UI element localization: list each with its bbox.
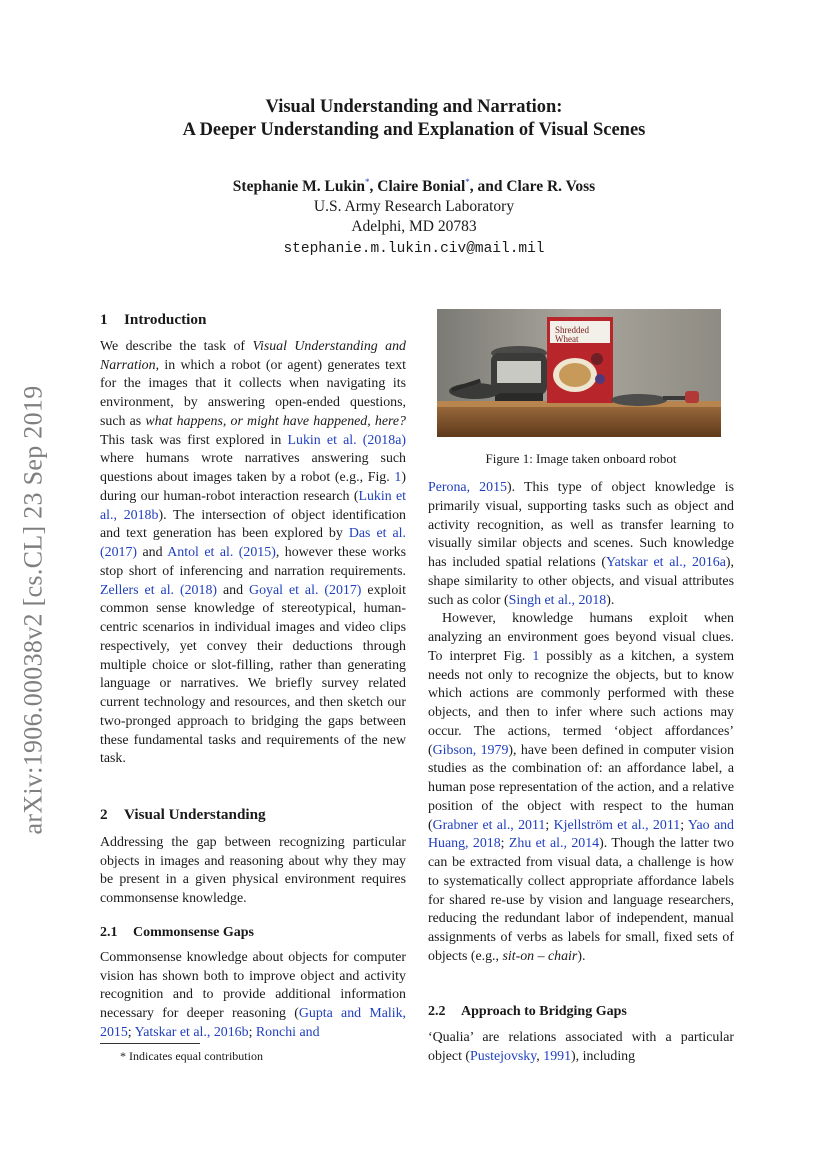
citation-link[interactable]: Perona, 2015 xyxy=(428,480,507,495)
author-3: and Clare R. Voss xyxy=(477,178,596,196)
author-block xyxy=(0,172,828,259)
citation-link[interactable]: 1991 xyxy=(543,1048,572,1064)
figure-caption: Figure 1: Image taken onboard robot xyxy=(485,451,677,466)
citation-link[interactable]: Grabner et al., 2011 xyxy=(432,817,546,833)
svg-text:Wheat: Wheat xyxy=(555,334,579,344)
footnote: * Indicates equal contribution xyxy=(120,1049,263,1063)
robot-photo xyxy=(437,309,721,437)
right-column-subsection-2-2 xyxy=(428,1003,734,1066)
citation-link[interactable]: Zhu et al., 2014 xyxy=(508,836,600,852)
commonsense-gaps-paragraph: Commonsense knowledge about objects for computer vision has shown both to improve object and activity recognition and to provide additional information necessary for deeper reasoning (Gupta and Malik, 2015; Yatskar et al., 2016b; Ronchi and xyxy=(100,949,407,1040)
citation-link[interactable]: Gibson, 1979 xyxy=(432,742,509,758)
citation-link[interactable]: Antol et al. (2015) xyxy=(167,545,276,560)
section-introduction-heading: 1 Introduction xyxy=(100,311,207,328)
left-column-section-2 xyxy=(100,806,406,909)
title-line-2: A Deeper Understanding and Explanation of Visual Scenes xyxy=(182,120,646,140)
right-paragraph-2: However, knowledge humans exploit when analyzing an environment goes beyond visual clues. To interpret Fig. 1 possibly as a kitchen, a system needs not only to recognize the objects, but to know which actions are commonly performed with these objects, and then to infer where such actions may occur. The actions, termed ‘object affordances’ (Gibson, 1979), have been defined in computer vision studies as the combination of: an affordance label, a human pose representation of the action, and a relative position of the object with respect to the human (Grabner et al., 2011; Kjellström et al., 2011; Yao and Huang, 2018; Zhu et al., 2014). Though the latter two can be extracted from visual data, a challenge is how to systematically collect appropriate affordance labels for shared re-use by vision and language researchers, reducing the redundant labor of independent, manual assignments of verbs as labels for small, fixed sets of objects (e.g., sit-on – chair). xyxy=(428,611,735,964)
citation-link[interactable]: Yatskar et al., 2016a xyxy=(605,555,726,570)
author-names: Stephanie M. Lukin*, Claire Bonial*, and Clare R. Voss xyxy=(232,177,596,196)
right-paragraph-1: Perona, 2015). This type of object knowledge is primarily visual, supporting tasks such as object and activity recognition, as well as transfer learning to visually similar objects and scenes. Such knowledge has included spatial relations (Yatskar et al., 2016a), shape similarity to other objects, and visual attributes such as color (Singh et al., 2018). xyxy=(428,480,735,608)
citation-link[interactable]: Singh et al., 2018 xyxy=(508,592,607,608)
citation-link[interactable]: Lukin et al., 2018b xyxy=(100,488,406,523)
citation-link[interactable]: Yatskar et al., 2016b xyxy=(134,1024,249,1040)
left-column-subsection-2-1 xyxy=(100,924,406,1043)
citation-link[interactable]: Das et al. (2017) xyxy=(100,526,406,560)
title-line-1: Visual Understanding and Narration: xyxy=(265,97,563,117)
arxiv-identifier: arXiv:1906.00038v2 [cs.CL] 23 Sep 2019 xyxy=(19,385,48,835)
citation-link[interactable]: Lukin et al. (2018a) xyxy=(287,432,406,448)
author-2: Claire Bonial xyxy=(377,178,466,196)
figure-ref-link[interactable]: 1 xyxy=(532,648,540,664)
introduction-paragraph: We describe the task of Visual Understanding and Narration, in which a robot (or agent) generates text for the images that it collects when navigating its environment, by answering open-ended questions, such as what happens, or might have happened, here? This task was first explored in Lukin et al. (2018a) where humans wrote narratives answering such questions about images taken by a robot (e.g., Fig. 1) during our human-robot interaction research (Lukin et al., 2018b). The intersection of object identification and text generation has been explored by Das et al. (2017) and Antol et al. (2015), however these works stop short of inferencing and narration requirements. Zellers et al. (2018) and Goyal et al. (2017) exploit common sense knowledge of stereotypical, human-centric scenarios in individual images and video clips respectively, yet convey their deductions through multiple choice or slot-filling, rather than generating language or narratives. We briefly survey related current technology and resources, and then sketch our two-pronged approach to bridging the gaps between these fundamental tasks and requirements of the new task. xyxy=(100,338,407,767)
cereal-box xyxy=(547,317,613,403)
left-column xyxy=(100,311,406,769)
citation-link[interactable]: Goyal et al. (2017) xyxy=(249,582,362,598)
subsection-commonsense-gaps-heading: 2.1 Commonsense Gaps xyxy=(100,925,254,940)
author-1: Stephanie M. Lukin xyxy=(232,178,366,196)
figure-ref-link[interactable]: 1 xyxy=(394,470,402,485)
citation-link[interactable]: Yao and Huang, 2018 xyxy=(428,817,735,852)
citation-link[interactable]: Zellers et al. (2018) xyxy=(100,582,218,598)
affiliation: U.S. Army Research Laboratory xyxy=(313,198,515,216)
citation-link[interactable]: Gupta and Malik, 2015 xyxy=(100,1006,407,1040)
citation-link[interactable]: Kjellström et al., 2011 xyxy=(553,817,681,833)
citation-link[interactable]: Pustejovsky xyxy=(470,1048,537,1064)
citation-link[interactable]: Ronchi and xyxy=(255,1024,320,1040)
figure-robot-image xyxy=(437,309,721,437)
paper-title xyxy=(0,96,828,142)
subsection-approach-heading: 2.2 Approach to Bridging Gaps xyxy=(428,1004,627,1019)
equal-contribution-mark-1: * xyxy=(365,177,370,187)
equal-contribution-mark-2: * xyxy=(465,177,470,187)
svg-text:Shredded: Shredded xyxy=(555,325,589,335)
location: Adelphi, MD 20783 xyxy=(351,218,477,236)
visual-understanding-paragraph: Addressing the gap between recognizing particular objects in images and reasoning about why they may be present in a given physical environment requires commonsense knowledge. xyxy=(100,834,406,906)
email: stephanie.m.lukin.civ@mail.mil xyxy=(283,241,545,258)
section-visual-understanding-heading: 2 Visual Understanding xyxy=(100,806,266,823)
approach-paragraph: ‘Qualia’ are relations associated with a particular object (Pustejovsky, 1991), including xyxy=(428,1029,734,1064)
right-column xyxy=(428,479,734,967)
footnote-rule xyxy=(100,1043,200,1044)
